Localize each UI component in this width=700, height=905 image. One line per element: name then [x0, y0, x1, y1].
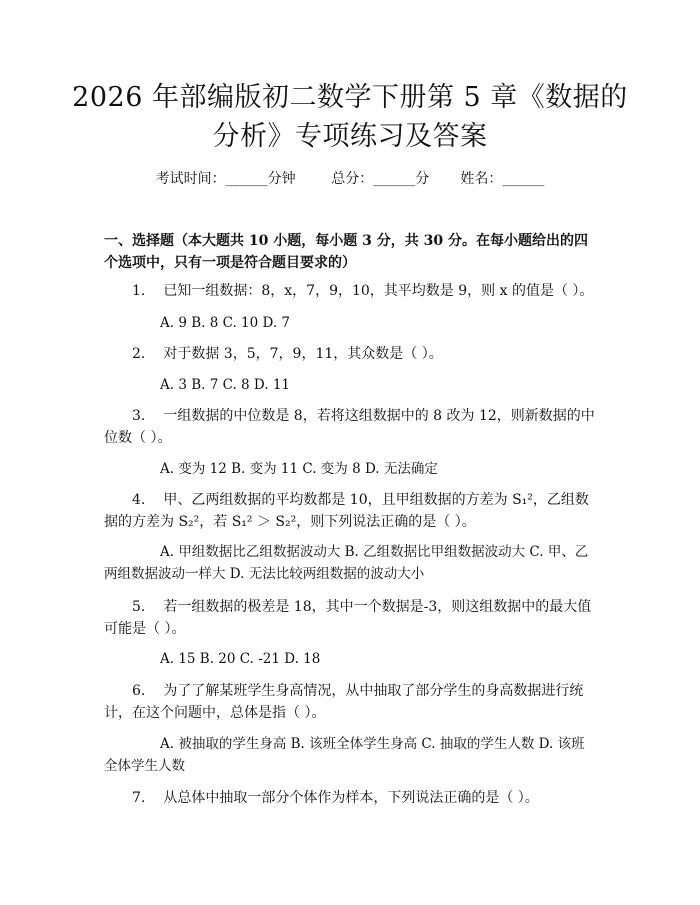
question-number: 6.	[132, 683, 146, 699]
question-text: 已知一组数据：8，x，7，9，10，其平均数是 9，则 x 的值是（ ）。	[163, 283, 594, 299]
section-heading: 一、选择题（本大题共 10 小题，每小题 3 分，共 30 分。在每小题给出的四个选项中，只有一项是符合题目要求的）	[104, 233, 588, 271]
question-text: 甲、乙两组数据的平均数都是 10，且甲组数据的方差为 S₁²，乙组数据的方差为 S₂²，若 S₁² ＞ S₂²，则下列说法正确的是（ ）。	[104, 492, 589, 530]
question-text: 对于数据 3，5，7，9，11，其众数是（ ）。	[163, 346, 443, 362]
question-2	[104, 343, 598, 365]
question-text: 一组数据的中位数是 8，若将这组数据中的 8 改为 12，则新数据的中位数（ ）。	[104, 408, 595, 446]
question-4	[104, 489, 598, 533]
question-number: 5.	[132, 599, 146, 615]
title-line-2: 分析》专项练习及答案	[212, 121, 488, 152]
question-text: 若一组数据的极差是 18，其中一个数据是-3，则这组数据中的最大值可能是（ ）。	[104, 599, 592, 637]
question-5-options: A. 15 B. 20 C. -21 D. 18	[160, 651, 321, 667]
question-6-options: A. 被抽取的学生身高 B. 该班全体学生身高 C. 抽取的学生人数 D. 该班全体学生人数	[104, 736, 585, 774]
student-name-label: 姓名：______	[460, 171, 545, 187]
exam-meta	[0, 170, 700, 188]
question-number: 3.	[132, 408, 146, 424]
question-4-options: A. 甲组数据比乙组数据波动大 B. 乙组数据比甲组数据波动大 C. 甲、乙两组数据波动一样大 D. 无法比较两组数据的波动大小	[104, 544, 589, 582]
question-1	[104, 280, 598, 302]
question-3-options: A. 变为 12 B. 变为 11 C. 变为 8 D. 无法确定	[160, 461, 438, 477]
question-2-options: A. 3 B. 7 C. 8 D. 11	[160, 377, 291, 393]
question-1-options: A. 9 B. 8 C. 10 D. 7	[160, 315, 291, 331]
question-number: 2.	[132, 346, 146, 362]
title-line-1: 2026 年部编版初二数学下册第 5 章《数据的	[72, 82, 628, 113]
question-number: 4.	[132, 492, 146, 508]
question-number: 1.	[132, 283, 146, 299]
total-score-label: 总分：______分	[331, 171, 430, 187]
question-3	[104, 405, 598, 449]
question-text: 为了了解某班学生身高情况，从中抽取了部分学生的身高数据进行统计，在这个问题中，总体是指（ ）。	[104, 683, 584, 721]
question-6	[104, 680, 598, 724]
question-number: 7.	[132, 790, 146, 806]
question-7	[104, 787, 598, 809]
question-5	[104, 596, 598, 640]
question-text: 从总体中抽取一部分个体作为样本，下列说法正确的是（ ）。	[163, 790, 539, 806]
exam-time-label: 考试时间：______分钟	[155, 171, 296, 187]
page-title	[60, 78, 640, 156]
